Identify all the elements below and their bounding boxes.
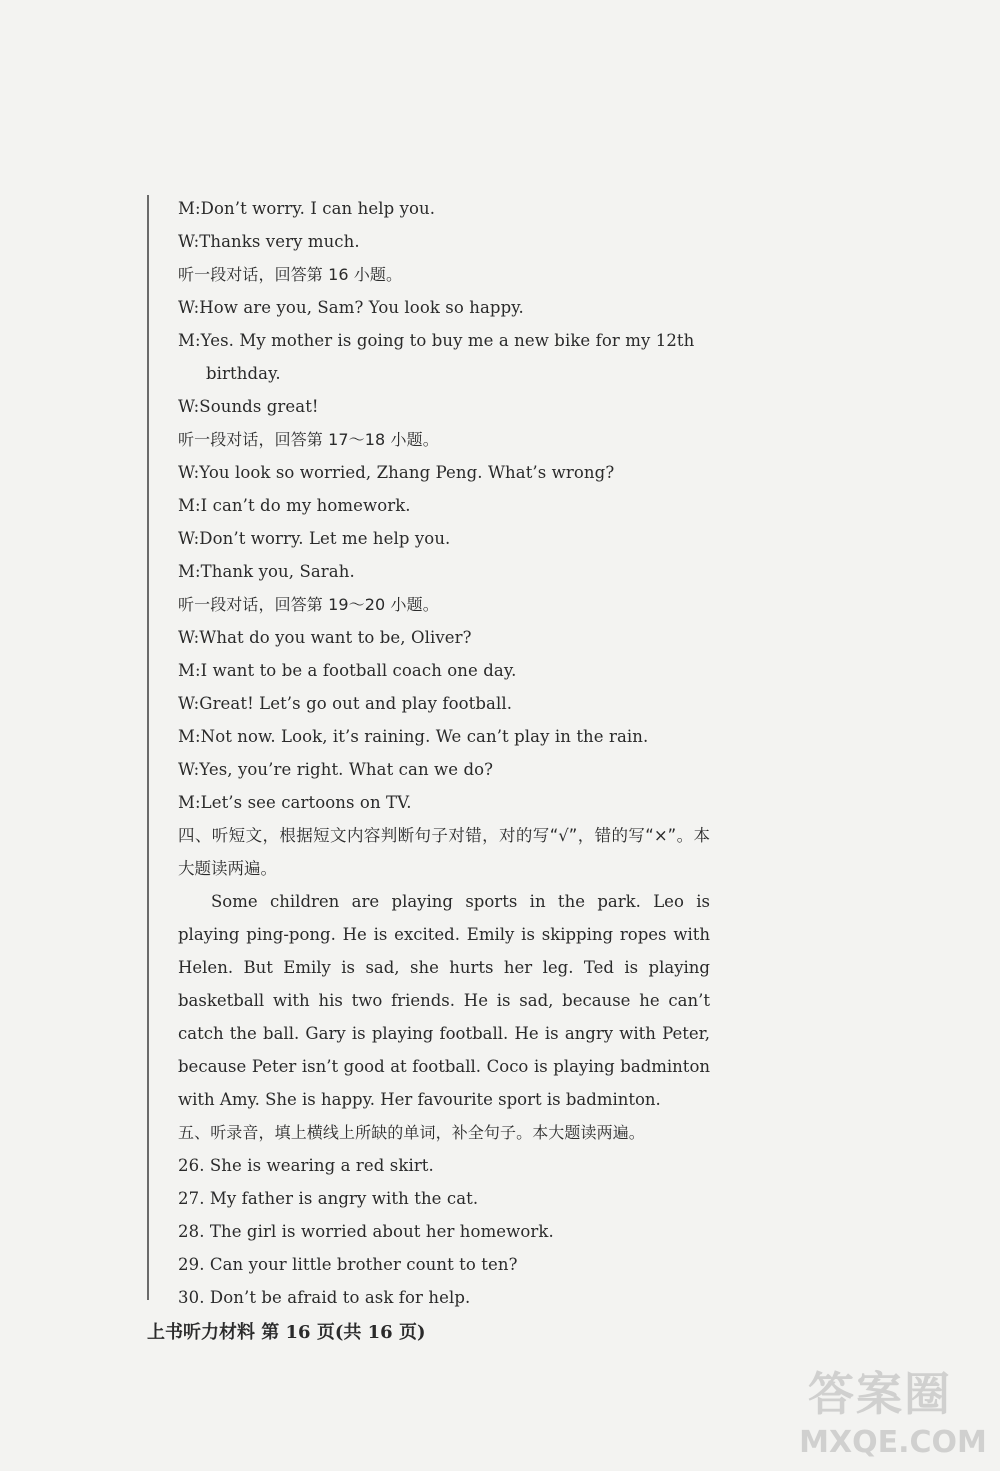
dialogue-line: M:Not now. Look, it’s raining. We can’t play in the rain. [178,727,649,746]
dialogue-line: M:I want to be a football coach one day. [178,661,517,680]
sentence-item: 28. The girl is worried about her homework. [178,1222,554,1241]
dialogue-line: W:Thanks very much. [178,232,360,251]
section-5-heading: 五、听录音，填上横线上所缺的单词，补全句子。本大题读两遍。 [178,1123,645,1142]
dialogue-line: M:I can’t do my homework. [178,496,411,515]
dialogue-line-continuation: birthday. [206,364,281,383]
dialogue-line: W:Sounds great! [178,397,319,416]
dialogue-line: M:Yes. My mother is going to buy me a new bike for my 12th [178,331,695,350]
dialogue-heading: 听一段对话，回答第 17～18 小题。 [178,430,439,449]
dialogue-heading: 听一段对话，回答第 16 小题。 [178,265,403,284]
watermark-url: MXQE.COM [799,1425,987,1460]
dialogue-line: M:Don’t worry. I can help you. [178,199,436,218]
dialogue-line: W:Yes, you’re right. What can we do? [178,760,494,779]
dialogue-line: W:How are you, Sam? You look so happy. [178,298,524,317]
sentence-item: 30. Don’t be afraid to ask for help. [178,1288,471,1307]
site-watermark [798,1363,988,1463]
binding-margin-rule [147,195,149,1300]
sentence-item: 26. She is wearing a red skirt. [178,1156,434,1175]
dialogue-line: W:You look so worried, Zhang Peng. What’s wrong? [178,463,615,482]
dialogue-heading: 听一段对话，回答第 19～20 小题。 [178,595,439,614]
page-footer: 上书听力材料 第 16 页(共 16 页) [147,1322,426,1343]
section-4-passage: Some children are playing sports in the park. Leo is playing ping-pong. He is excited. Emily is skipping ropes with Helen. But Emily is sad, she hurts her leg. Ted is playing basketball with his two friends. He is sad, because he can’t catch the ball. Gary is playing football. He is angry with Peter, because Peter isn’t good at football. Coco is playing badminton with Amy. She is happy. Her favourite sport is badminton. [178,892,710,1109]
sentence-item: 27. My father is angry with the cat. [178,1189,479,1208]
sentence-item: 29. Can your little brother count to ten? [178,1255,518,1274]
transcript-content [178,192,714,1314]
dialogue-line: M:Thank you, Sarah. [178,562,355,581]
watermark-logo: 答案圈 [808,1367,952,1421]
dialogue-line: W:Great! Let’s go out and play football. [178,694,513,713]
dialogue-line: M:Let’s see cartoons on TV. [178,793,412,812]
dialogue-line: W:Don’t worry. Let me help you. [178,529,451,548]
dialogue-line: W:What do you want to be, Oliver? [178,628,472,647]
section-4-heading: 四、听短文，根据短文内容判断句子对错，对的写“√”，错的写“×”。本大题读两遍。 [178,826,710,878]
